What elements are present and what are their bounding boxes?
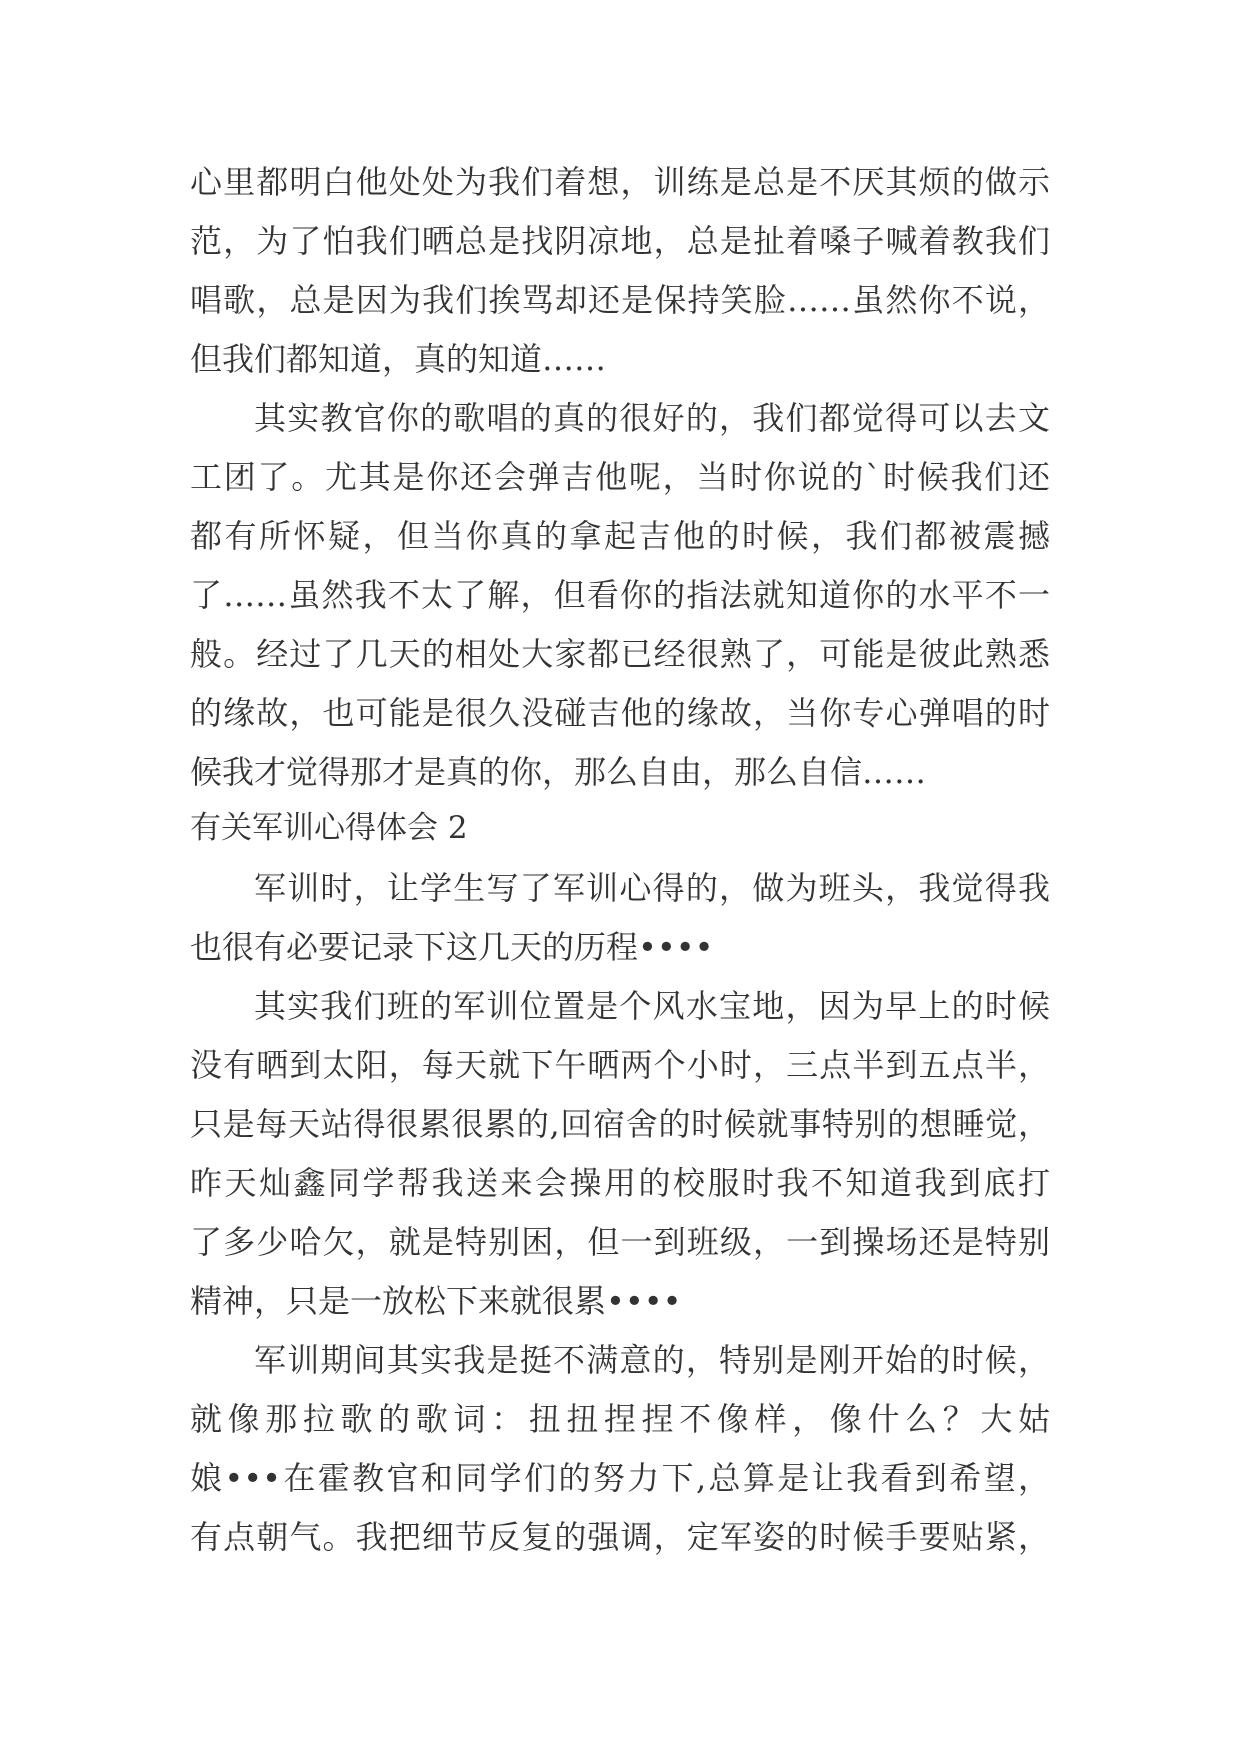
text-line: 范，为了怕我们晒总是找阴凉地，总是扯着嗓子喊着教我们 (190, 222, 1050, 260)
text-line: 也很有必要记录下这几天的历程•••• (190, 928, 714, 966)
text-line: 工团了。尤其是你还会弹吉他呢，当时你说的`时候我们还 (190, 458, 1050, 496)
text-line: 但我们都知道，真的知道…… (190, 340, 607, 378)
paragraph-first-line: 军训期间其实我是挺不满意的，特别是刚开始的时候， (254, 1341, 1050, 1379)
text-line: 没有晒到太阳，每天就下午晒两个小时，三点半到五点半， (190, 1046, 1050, 1084)
section-heading: 有关军训心得体会 2 (190, 810, 468, 846)
text-line: 候我才觉得那才是真的你，那么自由，那么自信…… (190, 753, 927, 791)
text-line: 的缘故，也可能是很久没碰吉他的缘故，当你专心弹唱的时 (190, 694, 1050, 732)
paragraph-first-line: 其实教官你的歌唱的真的很好的，我们都觉得可以去文 (254, 399, 1050, 437)
text-line: 了……虽然我不太了解，但看你的指法就知道你的水平不一 (190, 576, 1050, 614)
text-line: 有点朝气。我把细节反复的强调，定军姿的时候手要贴紧， (190, 1518, 1050, 1556)
text-line: 昨天灿鑫同学帮我送来会操用的校服时我不知道我到底打 (190, 1164, 1050, 1202)
text-line: 心里都明白他处处为我们着想，训练是总是不厌其烦的做示 (190, 163, 1050, 201)
text-line: 只是每天站得很累很累的,回宿舍的时候就事特别的想睡觉， (190, 1105, 1050, 1143)
text-line: 娘•••在霍教官和同学们的努力下,总算是让我看到希望， (190, 1459, 1050, 1497)
text-line: 都有所怀疑，但当你真的拿起吉他的时候，我们都被震撼 (190, 517, 1050, 555)
text-line: 了多少哈欠，就是特别困，但一到班级，一到操场还是特别 (190, 1223, 1050, 1261)
text-line: 唱歌，总是因为我们挨骂却还是保持笑脸……虽然你不说， (190, 281, 1050, 319)
text-line: 精神，只是一放松下来就很累•••• (190, 1282, 682, 1320)
text-line: 就像那拉歌的歌词：扭扭捏捏不像样，像什么？大姑 (190, 1400, 1050, 1438)
paragraph-first-line: 军训时，让学生写了军训心得的，做为班头，我觉得我 (254, 869, 1050, 907)
text-line: 般。经过了几天的相处大家都已经很熟了，可能是彼此熟悉 (190, 635, 1050, 673)
paragraph-first-line: 其实我们班的军训位置是个风水宝地，因为早上的时候 (254, 987, 1050, 1025)
